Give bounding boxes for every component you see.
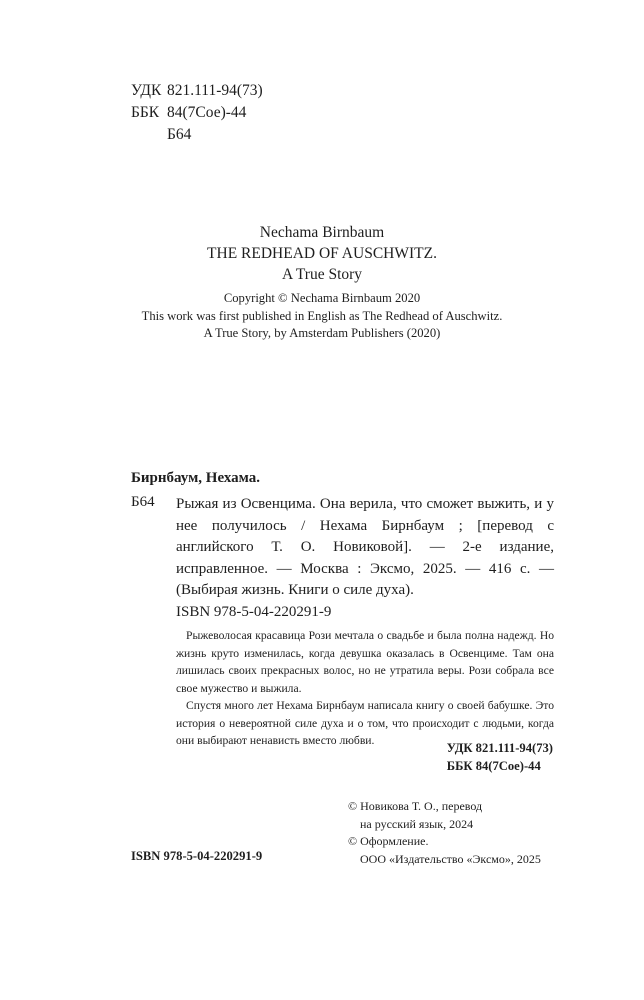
bbk-value: 84(7Сое)-44 [167,104,247,121]
author-mark-row [131,124,263,146]
copyright-line: © Оформление. [348,834,429,848]
original-author: Nechama Birnbaum [259,224,385,241]
udk-value: 821.111-94(73) [167,82,263,99]
copyright-line: © Новикова Т. О., перевод [348,799,483,813]
english-copyright [0,290,644,343]
author-mark-value: Б64 [167,126,192,143]
catalog-author-heading: Бирнбаум, Нехама. [131,470,260,486]
russian-copyright [348,798,541,868]
catalog-mark: Б64 [131,494,155,510]
copyright-line: на русский язык, 2024 [360,816,474,831]
udk-key: УДК [131,82,162,99]
annotation-paragraph: Спустя много лет Нехама Бирнбаум написала книгу о своей бабушке. Это история о невероятной силе духа и о том, что происходит с людьми, когда они выбирают ненависть вместо любви. [176,699,554,747]
bbk-key: ББК [131,104,160,121]
bottom-bbk: ББК 84(7Сое)-44 [446,758,541,773]
original-subtitle: A True Story [281,266,363,283]
annotation-paragraph: Рыжеволосая красавица Рози мечтала о свадьбе и была полна надежд. Но жизнь круто изменилась, когда девушка оказалась в Освенциме. Там она лишилась своих прекрасных волос, но не утратила веры. Рози собрала все свое мужество и выжила. [176,629,554,695]
copyright-line: Copyright © Nechama Birnbaum 2020 [223,291,421,305]
catalog-isbn: ISBN 978-5-04-220291-9 [176,604,332,620]
bottom-classification [447,740,553,775]
original-title: THE REDHEAD OF AUSCHWITZ. [207,245,437,262]
bottom-isbn: ISBN 978-5-04-220291-9 [131,849,263,863]
copyright-line: This work was first published in English as The Redhead of Auschwitz. [141,308,503,323]
copyright-line: A True Story, by Amsterdam Publishers (2020) [203,326,441,340]
bbk-row [131,102,263,124]
author-mark-key [131,124,167,146]
udk-row [131,80,263,102]
copyright-line: ООО «Издательство «Эксмо», 2025 [360,851,541,866]
classification-block [131,80,263,146]
catalog-description: Рыжая из Освенцима. Она верила, что сможет выжить, и у нее получилось / Нехама Бирнбаум ; [перевод с английского Т. О. Новиковой]. — 2-е издание, исправленное. — Москва : Эксмо, 2025. — 416 с. —(Выбирая жизнь. Книги о силе духа). [176,496,554,598]
annotation [176,627,554,750]
bottom-udk: УДК 821.111-94(73) [446,741,553,755]
original-title-block [0,222,644,285]
